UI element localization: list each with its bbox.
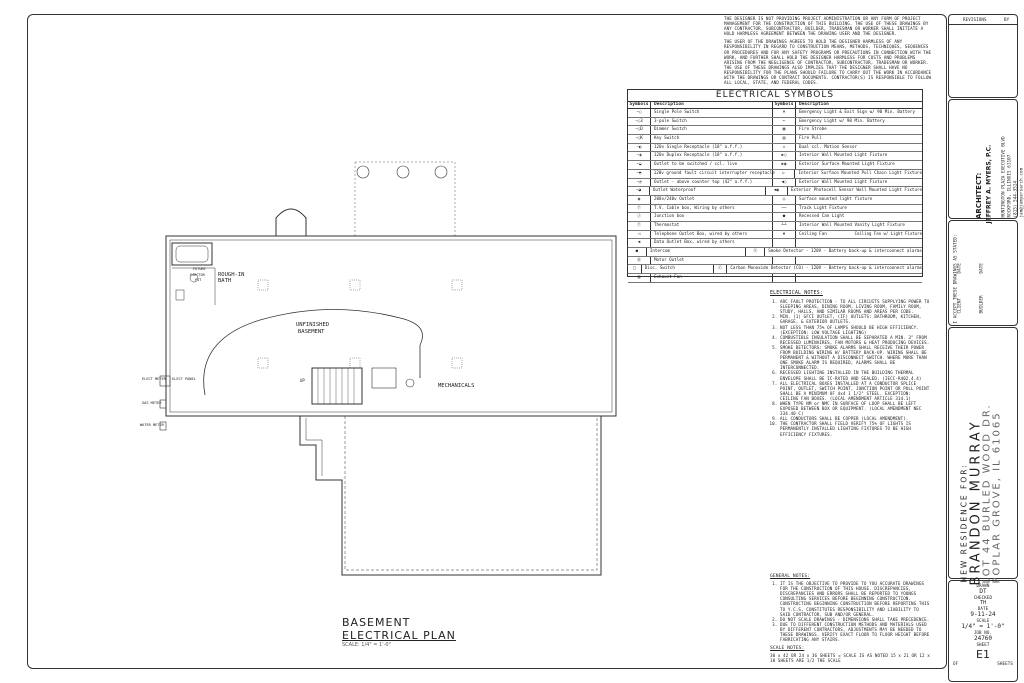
symbol-glyph: Ⓢ [746,248,765,256]
general-notes-list [770,581,930,642]
symbol-glyph: −◑ [628,152,651,160]
symbol-description: Outlet to be switched / ccl. live [651,161,773,169]
symbol-description: Data Outlet Box, wired by others [651,239,773,247]
general-notes-title: GENERAL NOTES: [770,574,811,579]
checked-label: CHECKED [973,595,993,601]
date-value: 9-11-24 [970,611,996,619]
symbol-description [796,274,922,282]
symbol-glyph: ◎ [773,196,796,204]
note-item: 3. DUE TO DIFFERENT CONSTRUCTION METHODS AND MATERIALS USED BY DIFFERENT CONTRACTORS, ADJUSTMENTS MAY BE NEEDED TO THESE DRAWINGS. VERIFY EXACT FLOOR TO FLOOR HEIGHT BEFORE FABRICATING ANY STAIRS. [780,622,930,642]
builder-label: BUILDER [978,295,984,314]
symbol-glyph: ● [628,248,647,256]
symbol-description [796,239,922,247]
symbol-description: Exterior Photocell Sensor Wall Mounted Light Fixture [790,187,923,193]
symbol-glyph: ▶◉ [773,161,796,169]
symbol-description: Junction box [651,213,773,221]
general-notes [770,574,930,664]
symbol-glyph: ◀ [628,239,651,247]
symbol-description: Interior Wall Mounted Light Fixture [799,152,888,158]
sheets-label: SHEETS [997,660,1013,666]
plan-scale: SCALE: 1/4" = 1'-0" [342,642,391,648]
symbol-glyph: −◔ [628,179,651,187]
checked-value: TH [979,600,987,607]
of-label: OF [953,660,959,666]
residence-for-label: NEW RESIDENCE FOR: [959,463,969,583]
porch-outline [355,162,455,236]
symbol-glyph [773,257,796,265]
symbol-glyph: −◐ [628,144,651,152]
symbol-glyph [773,239,796,247]
date-label: DATE [977,606,989,612]
architect-box [948,99,1024,224]
symbol-description: Outlet - above counter top (42" a.f.f.) [651,179,773,187]
symbol-glyph: ◁ [628,231,651,239]
label-elect-panel: ELECT PANEL [172,377,196,381]
symbol-description: Fire Pull [799,135,822,141]
basement-outer-wall [166,236,616,416]
stair-treads [318,368,354,404]
symbol-glyph: Ⓙ [628,213,651,221]
architect-address-2: ROCKFORD, ILLINOIS 61107 [1006,154,1012,218]
label-rough-in: ROUGH-IN [218,272,245,278]
note-item: 4. COMBUSTIBLE INSULATION SHALL BE SEPARATED A MIN. 3" FROM RECESSED LUMINAIRES, FAN MOTORS & HEAT PRODUCING DEVICES. [780,335,930,345]
symbol-description: Motor Outlet [651,257,773,265]
scale-value: 1/4" = 1'-0" [961,623,1005,631]
label-up: UP [300,378,305,383]
recessed-light-2 [350,358,360,368]
symbol-description: Ceiling Fan [799,230,827,236]
header-symbols-1: Symbols [628,102,651,108]
ceiling-fan-light-label: Ceiling Fan w/ Light Fixture [854,230,922,236]
approval-box [948,220,1018,326]
symbol-glyph: ▷ [773,170,796,178]
header-description-2: Description [799,102,829,107]
disclaimer-paragraph-2: THE USER OF THE DRAWINGS AGREES TO HOLD THE DESIGNER HARMLESS OF ANY RESPONSIBILITY IN REGARD TO CONSTRUCTION MEANS, METHODS, TECHNIQUES, SEQUENCES OR PROCEDURES AND FOR ANY SAFETY PROGRAMS OR PRECAUTIONS IN CONNECTION WITH THE WORK, AND FURTHER SHALL HOLD THE DESIGNER HARMLESS FOR COSTS AND PROBLEMS ARISING FROM THE NEGLIGENCE OF CONTRACTOR, SUBCONTRACTOR, TRADESMAN OR WORKER. THE USE OF THESE DRAWINGS ALSO IMPLIES THAT THE DESIGNER SHALL HAVE NO RESPONSIBILITY FOR THE PLANS SHOULD FAILURE TO CARRY OUT THE WORK IN ACCORDANCE WITH THE DRAWINGS OR CONTRACT DOCUMENTS. CONTRACTOR(S) IS RESPONSIBLE TO FOLLOW ALL LOCAL, STATE, AND FEDERAL CODES. [724,39,932,86]
note-item: 5. SMOKE DETECTORS: SMOKE ALARMS SHALL RECEIVE THEIR POWER FROM BUILDING WIRING W/ BATTERY BACK-UP. WIRING SHALL BE PERMANENT & WITHOUT A DISCONNECT SWITCH. WHERE MORE THAN ONE SMOKE ALARM IS REQUIRED, ALARMS SHALL BE INTERCONNECTED. [780,345,930,370]
client-label: CLIENT [956,297,962,314]
symbol-description: Surface mounted light fixture [799,195,873,201]
symbol-description: Single Pole Switch [651,109,773,117]
symbol-description: Thermostat [651,222,773,230]
label-pit: PIT [195,278,202,282]
note-item: 7. ALL ELECTRICAL BOXES INSTALLED AT A CONDUCTOR SPLICE POINT, OUTLET, SWITCH POINT, JUNCTION POINT OR PULL POINT SHALL BE A MINIMUM OF 4x4 1 1/2" STEEL. EXCEPTION: CEILING FAN BOXES. (LOCAL AMENDMENT ARTICLE 314.1) [780,381,930,401]
symbol-glyph: ── [773,205,796,213]
plan-title [342,616,456,648]
symbol-description: Smoke Detector - 120V - Battery back-up & interconnect alarms [768,248,922,253]
symbol-description: Track Light Fixture [799,204,847,210]
plan-title-line2: ELECTRICAL PLAN [342,629,456,642]
symbol-glyph: ◀○ [773,179,796,187]
symbol-glyph: ▧ [628,274,651,282]
note-item: 9. ALL CONDUCTORS SHALL BE COPPER (LOCAL AMENDMENT). [780,416,930,421]
symbol-glyph: Ⓣ [628,222,651,230]
symbol-description: Exhaust Fan [651,274,773,282]
builder-date-label: DATE [978,263,984,274]
symbol-glyph: ● [773,213,796,221]
symbol-glyph: ▶○ [773,152,796,160]
electrical-notes-title: ELECTRICAL NOTES: [770,290,823,296]
symbol-description: Outlet Waterproof [650,187,766,195]
symbol-glyph: ◀◉ [766,187,788,195]
water-heater [406,379,414,387]
city-address: POPLAR GROVE, IL 61065 [991,411,1003,584]
symbol-description: Key Switch [651,135,773,143]
drawn-label: DRAWN [976,583,990,588]
note-item: 6. RECESSED LIGHTING INSTALLED IN THE BUILDING THERMAL ENVELOPE SHALL BE IC-RATED AND SEALED. (IECC-R402.4.4) [780,370,930,380]
sheet-info-box [948,580,1018,682]
elect-panel-box [166,376,170,386]
symbol-description: Emergency Light w/ 90 Min. Battery [799,117,885,123]
label-mechanicals: MECHANICALS [438,383,475,389]
note-item: 1. IT IS THE OBJECTIVE TO PROVIDE TO YOU ACCURATE DRAWINGS FOR THE CONSTRUCTION OF THIS HOUSE. DISCREPANCIES, DISCREPANCIES AND ERRORS SHALL BE REPORTED TO YOUNGS CONSULTING SERVICES BEFORE BEGINNING CONSTRUCTION. CONSTRUCTING BEGINNING CONSTRUCTION BEFORE REPORTING THIS TO Y.C.S. CONSTITUTES RESPONSIBILITY AND LIABILITY TO SAID CONTRACTOR, SUB AND/OR GENERAL. [780,581,930,617]
symbol-glyph: ⌘ [773,109,796,117]
symbol-glyph: ◉ [628,196,651,204]
scale-notes-title: SCALE NOTES: [770,646,805,652]
plan-title-line1: BASEMENT [342,616,411,629]
symbol-description: Interior Surface Mounted Pull Chain Light Fixture [798,169,922,175]
recessed-light-3 [452,358,462,368]
symbol-glyph: Ⓒ [714,265,728,273]
sheet-of-row [949,661,1017,666]
symbol-glyph: −○ [628,109,651,117]
symbol-glyph: −○D [628,126,651,134]
job-value: 24760 [973,635,993,643]
drawn-value: DT [979,588,987,596]
label-basement: BASEMENT [298,329,325,335]
note-item: 1. ARC FAULT PROTECTION - TO ALL CIRCUITS SUPPLYING POWER TO SLEEPING AREAS, DINING ROOM, LIVING ROOM, FAMILY ROOM, STUDY, HALLS, AND SIMILAR ROOMS AND AREAS PER CODE. [780,299,930,314]
symbol-glyph: ✖ [773,231,796,239]
client-date-label: DATE [956,263,962,274]
symbol-description: Carbon Monoxide Detector (CO) - 120V - Battery back-up & interconnect alarms [730,265,923,271]
title-block [948,14,1024,667]
owner-name: BRANDON MURRAY [968,419,984,586]
symbol-description: 120v Duplex Receptacle (18" a.f.f.) [651,152,773,160]
toilet [176,290,184,300]
lower-foundation-inner [345,416,597,570]
symbol-glyph: □ [628,265,642,273]
mechanical-unit [372,368,396,388]
symbol-description: Emergency Light & Exit Sign w/ 90 Min. Battery [799,109,915,114]
architect-phone: (815) 544-3524 [1012,180,1018,218]
symbol-glyph: ┴┴ [773,222,796,230]
architect-address-1: HUNTINGTON PLAZA EXECUTIVE BLVD [1000,136,1006,218]
header-description-1: Description [651,102,773,108]
symbol-glyph: ◇ [773,144,796,152]
note-item: 8. WHEN TYPE NM or NMC IN SURFACE OF LOOP SHALL BE LEFT EXPOSED BETWEEN BOX OR EQUIPMENT. (LOCAL AMENDMENT NEC 334.40 C) [780,401,930,416]
symbol-glyph: ⌐ [773,118,796,126]
symbol-description: 120v Single Receptacle (18" a.f.f.) [651,144,773,152]
recessed-light-6 [452,280,462,290]
symbol-glyph: −○3 [628,118,651,126]
stairs [312,368,362,404]
label-future: FUTURE [193,267,206,271]
symbol-glyph: −◕ [628,187,650,195]
symbol-description: 120v ground fault circuit interrupter receptacle [651,170,773,178]
symbol-description: Fire Strobe [799,126,827,132]
job-label: JOB NO. [973,630,993,636]
symbol-glyph: ▣ [773,126,796,134]
label-gas-meter: GAS METER [142,401,162,405]
sheet-label: SHEET [976,642,990,648]
revisions-divider [949,24,1017,25]
revisions-label: REVISIONS [963,17,987,22]
symbol-glyph: ▤ [773,135,796,143]
architect-email: jam@jamyersarch.com [1018,167,1024,218]
recessed-light-1 [258,358,268,368]
symbol-description: T.V. Cable box, Wiring by others [651,205,773,213]
architect-name: JEFFREY A. MYERS, P.C. [985,144,993,224]
symbol-description: Dual ccl. Motion Sensor [799,143,857,149]
revisions-box [948,14,1018,98]
symbol-description: Dimmer Switch [651,126,773,134]
electrical-notes [770,291,930,437]
window-well [276,209,306,236]
symbol-description: Exterior Wall Mounted Light Fixture [799,178,888,184]
label-ejector: EJECTOR [190,273,205,277]
electrical-notes-list [770,299,930,437]
scale-label: SCALE [976,618,990,624]
label-bath: BATH [218,278,232,284]
symbol-glyph: −◓ [628,170,651,178]
symbol-glyph: Ⓜ [628,257,651,265]
architect-label: ARCHITECT: [975,172,983,219]
approval-text: I ACCEPT THESE DRAWINGS AS STATED: [952,234,958,324]
symbols-table-title: ELECTRICAL SYMBOLS [628,90,922,102]
sheet-number: E1 [976,647,990,661]
lot-address: LOT 44 BURLED WOOD DR. [981,403,993,584]
recessed-light-5 [350,280,360,290]
note-item: 10. THE CONTRACTOR SHALL FIELD VERIFY 75% OF LIGHTS IS PERMANENTLY INSTALLED LIGHTING FIXTURES TO BE HIGH EFFICIENCY FIXTURES. [780,421,930,436]
exterior-light-3 [435,166,447,178]
recessed-light-4 [258,280,268,290]
disclaimer-paragraph-1: THE DESIGNER IS NOT PROVIDING PROJECT ADMINISTRATION OR ANY FORM OF PROJECT MANAGEMENT FOR THE CONSTRUCTION OF THIS BUILDING. THE USE OF THESE DRAWINGS BY ANY CONTRACTOR, SUBCONTRACTOR, BUILDER, TRADESMAN OR WORKER SHALL INITIATE A HOLD HARMLESS AGREEMENT BETWEEN THE DRAWING USER AND THE DESIGNER. [724,16,929,37]
symbol-description: Recessed Can Light [799,213,845,219]
symbol-description: Intercom [647,248,747,256]
note-item: 2. MIN. (1) GFCI OUTLET, (IF) OUTLETS: BATHROOM, KITCHEN, GARAGE, & EXTERIOR OUTLETS. [780,314,930,324]
symbol-glyph: −○K [628,135,651,143]
symbol-description: Exterior Surface Mounted Light Fixture [799,161,895,167]
symbol-glyph: −◒ [628,161,651,169]
symbol-glyph [773,274,796,282]
symbol-description: 3-pole Switch [651,118,773,126]
basement-inner-wall [170,240,612,412]
header-symbols-2: Symbols [773,102,796,108]
label-elect-meter: ELECT METER [142,377,166,381]
exterior-light-2 [397,166,409,178]
revisions-by-label: BY [1004,17,1010,22]
symbol-glyph: Ⓣ [628,205,651,213]
symbol-description: Interior Wall Mounted Vanity Light Fixture [799,221,905,227]
symbol-description [796,257,922,265]
symbol-description: Telephone Outlet Box, wired by others [651,231,773,239]
label-water-meter: WATER METER [140,423,164,427]
exterior-light-1 [357,166,369,178]
bathtub-inner [176,246,208,262]
symbol-description: 208v/240v Outlet [651,196,773,204]
note-item: 2. DO NOT SCALE DRAWINGS - DIMENSIONS SHALL TAKE PRECEDENCE. [780,617,930,622]
lower-step-wall [306,418,322,476]
scale-notes-text: 30 x 42 OR 24 x 36 SHEETS = SCALE IS AS NOTED 15 x 21 OR 12 x 18 SHEETS ARE 1/2 THE SCALE [770,653,930,664]
symbol-description: Disc. Switch [642,265,714,273]
note-item: 3. NOT LESS THAN 75% OF LAMPS SHOULD BE HIGH EFFICIENCY. (EXCEPTION: LOW VOLTAGE LIGHTING) [780,325,930,335]
label-unfinished: UNFINISHED [296,322,330,328]
